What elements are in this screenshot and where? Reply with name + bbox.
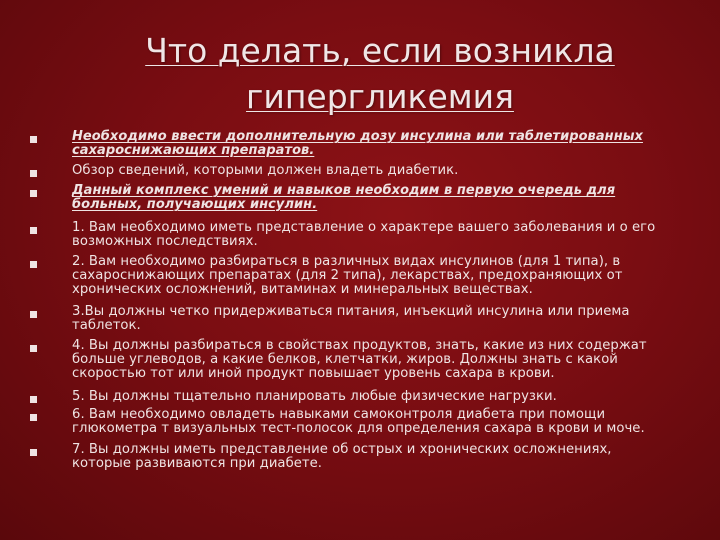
bullet-text-9: 6. Вам необходимо овладеть навыками самоконтроля диабета при помощи глюкометра т визуальных тест-полосок для определения сахара в крови и моче. bbox=[72, 407, 645, 436]
square-bullet-icon bbox=[30, 190, 37, 197]
square-bullet-icon bbox=[30, 311, 37, 318]
bullet-text-2: Обзор сведений, которыми должен владеть диабетик. bbox=[72, 163, 459, 178]
bullet-text-5: 2. Вам необходимо разбираться в различных видах инсулинов (для 1 типа), в сахароснижающих препаратах (для 2 типа), лекарствах, предохраняющих от хронических осложнений, витаминах и минеральных веществах. bbox=[72, 254, 623, 297]
square-bullet-icon bbox=[30, 345, 37, 352]
square-bullet-icon bbox=[30, 449, 37, 456]
bullet-text-7: 4. Вы должны разбираться в свойствах продуктов, знать, какие из них содержат больше углеводов, а какие белков, клетчатки, жиров. Должны знать с какой скоростью тот или иной продукт повышает уровень сахара в крови. bbox=[72, 338, 647, 381]
title-line-2: гипергликемия bbox=[246, 77, 514, 116]
title-line-1: Что делать, если возникла bbox=[145, 31, 615, 70]
square-bullet-icon bbox=[30, 136, 37, 143]
square-bullet-icon bbox=[30, 261, 37, 268]
bullet-text-3: Данный комплекс умений и навыков необходим в первую очередь для больных, получающих инсулин. bbox=[72, 183, 616, 212]
bullet-text-8: 5. Вы должны тщательно планировать любые физические нагрузки. bbox=[72, 389, 557, 404]
square-bullet-icon bbox=[30, 170, 37, 177]
bullet-text-10: 7. Вы должны иметь представление об острых и хронических осложнениях, которые развиваются при диабете. bbox=[72, 442, 612, 471]
square-bullet-icon bbox=[30, 414, 37, 421]
bullet-text-1: Необходимо ввести дополнительную дозу инсулина или таблетированных сахароснижающих препаратов. bbox=[72, 129, 643, 158]
square-bullet-icon bbox=[30, 396, 37, 403]
square-bullet-icon bbox=[30, 227, 37, 234]
bullet-text-4: 1. Вам необходимо иметь представление о характере вашего заболевания и о его возможных последствиях. bbox=[72, 220, 656, 249]
bullet-text-6: 3.Вы должны четко придерживаться питания, инъекций инсулина или приема таблеток. bbox=[72, 304, 630, 333]
